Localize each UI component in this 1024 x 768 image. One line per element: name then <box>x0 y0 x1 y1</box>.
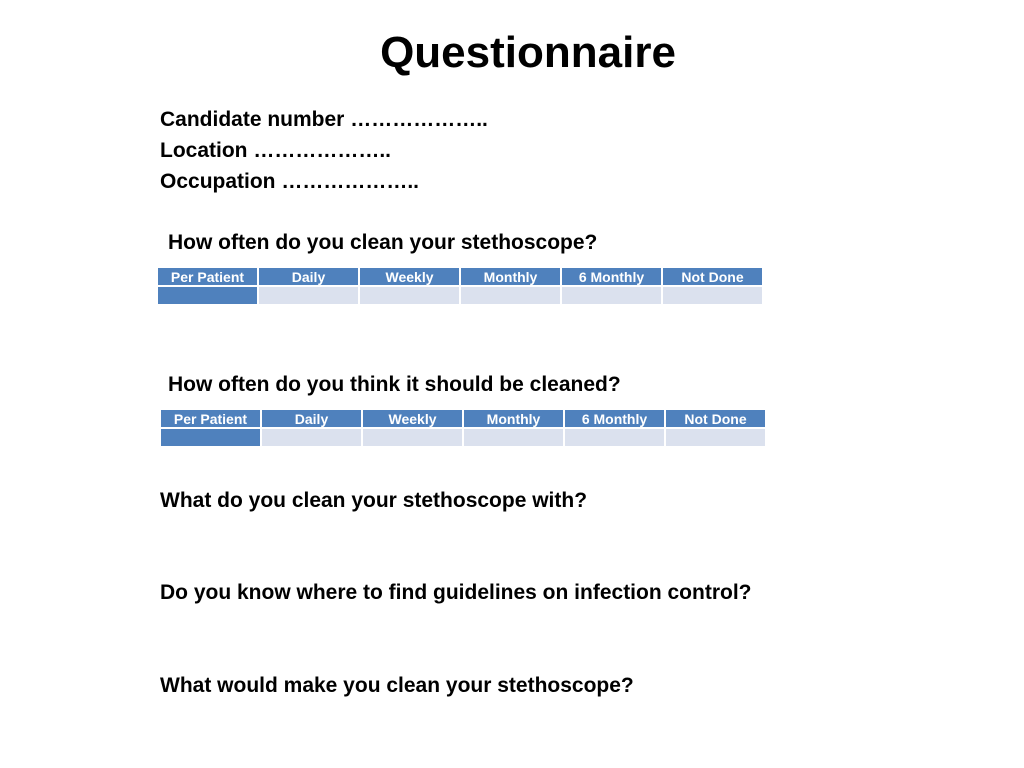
question-clean-with: What do you clean your stethoscope with? <box>160 489 588 512</box>
option-weekly: Weekly <box>363 410 462 427</box>
table-header-row <box>158 268 762 285</box>
answer-row <box>161 429 765 446</box>
answer-cell-daily[interactable] <box>259 287 358 304</box>
option-weekly: Weekly <box>360 268 459 285</box>
option-not-done: Not Done <box>666 410 765 427</box>
option-per-patient: Per Patient <box>161 410 260 427</box>
page-title: Questionnaire <box>380 28 676 77</box>
option-monthly: Monthly <box>464 410 563 427</box>
clean-frequency-table <box>156 266 764 306</box>
option-daily: Daily <box>262 410 361 427</box>
answer-cell-weekly[interactable] <box>363 429 462 446</box>
answer-cell-not-done[interactable] <box>663 287 762 304</box>
question-clean-frequency: How often do you clean your stethoscope? <box>168 231 598 254</box>
table-header-row <box>161 410 765 427</box>
question-should-clean-frequency: How often do you think it should be cleaned? <box>168 373 621 396</box>
option-6-monthly: 6 Monthly <box>562 268 661 285</box>
answer-row <box>158 287 762 304</box>
option-not-done: Not Done <box>663 268 762 285</box>
option-per-patient: Per Patient <box>158 268 257 285</box>
answer-cell-per-patient[interactable] <box>161 429 260 446</box>
answer-cell-not-done[interactable] <box>666 429 765 446</box>
answer-cell-monthly[interactable] <box>461 287 560 304</box>
should-clean-frequency-table <box>159 408 767 448</box>
option-monthly: Monthly <box>461 268 560 285</box>
answer-cell-6-monthly[interactable] <box>565 429 664 446</box>
candidate-number-field[interactable]: Candidate number ……………….. <box>160 108 488 131</box>
location-field[interactable]: Location ……………….. <box>160 139 391 162</box>
answer-cell-per-patient[interactable] <box>158 287 257 304</box>
answer-cell-weekly[interactable] <box>360 287 459 304</box>
question-guidelines: Do you know where to find guidelines on infection control? <box>160 581 752 604</box>
answer-cell-daily[interactable] <box>262 429 361 446</box>
question-motivation: What would make you clean your stethoscope? <box>160 674 634 697</box>
option-daily: Daily <box>259 268 358 285</box>
answer-cell-monthly[interactable] <box>464 429 563 446</box>
answer-cell-6-monthly[interactable] <box>562 287 661 304</box>
option-6-monthly: 6 Monthly <box>565 410 664 427</box>
occupation-field[interactable]: Occupation ……………….. <box>160 170 420 193</box>
